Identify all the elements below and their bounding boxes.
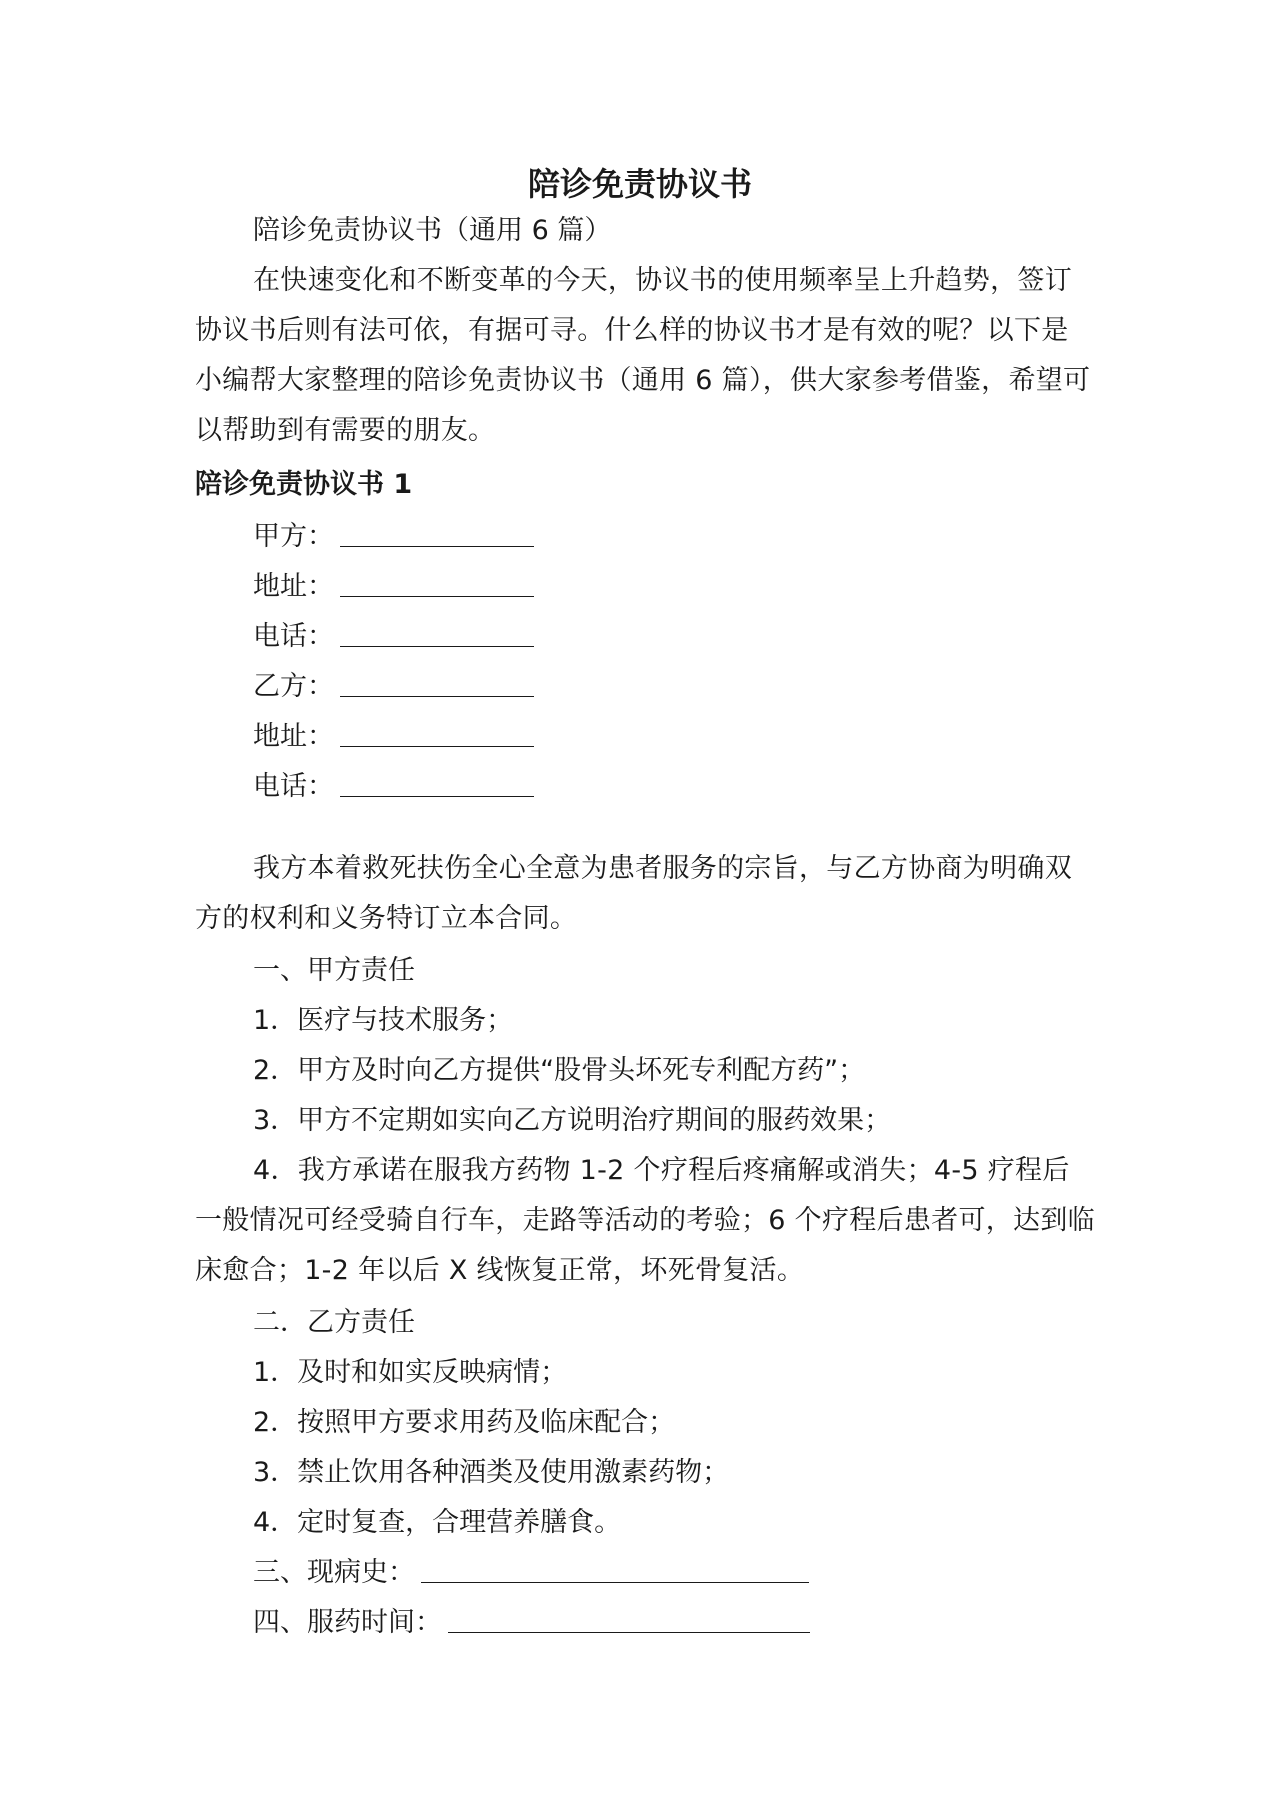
blank-line[interactable]: [340, 546, 534, 547]
party-a-heading: 一、甲方责任: [253, 955, 415, 986]
field-address-b: [253, 712, 1095, 762]
document-subtitle: 陪诊免责协议书（通用 6 篇）: [253, 215, 612, 246]
party-b-heading: 二．乙方责任: [253, 1307, 415, 1338]
history-field: [253, 1548, 1095, 1598]
field-label: 地址：: [253, 721, 334, 752]
party-a-item: 1．医疗与技术服务；: [253, 1005, 514, 1036]
blank-line[interactable]: [421, 1582, 809, 1583]
blank-line[interactable]: [340, 796, 534, 797]
blank-line[interactable]: [340, 746, 534, 747]
field-party-b: [253, 662, 1095, 712]
document-title: 陪诊免责协议书: [527, 165, 752, 203]
blank-line[interactable]: [340, 646, 534, 647]
blank-line[interactable]: [340, 596, 534, 597]
intro-paragraph: 在快速变化和不断变革的今天，协议书的使用频率呈上升趋势，签订协议书后则有法可依，有据可寻。什么样的协议书才是有效的呢？以下是小编帮大家整理的陪诊免责协议书（通用 6 篇），供大家参考借鉴，希望可以帮助到有需要的朋友。: [195, 265, 1091, 446]
field-label: 地址：: [253, 571, 334, 602]
field-label: 电话：: [253, 771, 334, 802]
field-label: 甲方：: [253, 521, 334, 552]
party-a-item: 2．甲方及时向乙方提供“股骨头坏死专利配方药”；: [253, 1055, 866, 1086]
party-b-item: 3．禁止饮用各种酒类及使用激素药物；: [253, 1457, 730, 1488]
field-party-a: [253, 512, 1095, 562]
field-phone-a: [253, 612, 1095, 662]
field-phone-b: [253, 762, 1095, 812]
field-address-a: [253, 562, 1095, 612]
blank-line[interactable]: [448, 1632, 810, 1633]
party-a-item: 3．甲方不定期如实向乙方说明治疗期间的服药效果；: [253, 1105, 892, 1136]
section-heading: 陪诊免责协议书 1: [195, 469, 413, 500]
field-label: 电话：: [253, 621, 334, 652]
preamble-paragraph: 我方本着救死扶伤全心全意为患者服务的宗旨，与乙方协商为明确双方的权利和义务特订立本合同。: [195, 853, 1072, 934]
field-label: 四、服药时间：: [253, 1607, 442, 1638]
field-label: 三、现病史：: [253, 1557, 415, 1588]
medication-time-field: [253, 1598, 1095, 1648]
party-b-item: 1．及时和如实反映病情；: [253, 1357, 568, 1388]
blank-line[interactable]: [340, 696, 534, 697]
party-b-item: 2．按照甲方要求用药及临床配合；: [253, 1407, 676, 1438]
party-b-item: 4．定时复查，合理营养膳食。: [253, 1507, 622, 1538]
party-a-item: 4．我方承诺在服我方药物 1-2 个疗程后疼痛解或消失；4-5 疗程后一般情况可经受骑自行车，走路等活动的考验；6 个疗程后患者可，达到临床愈合；1-2 年以后 X 线恢复正常，坏死骨复活。: [195, 1155, 1095, 1286]
field-label: 乙方：: [253, 671, 334, 702]
